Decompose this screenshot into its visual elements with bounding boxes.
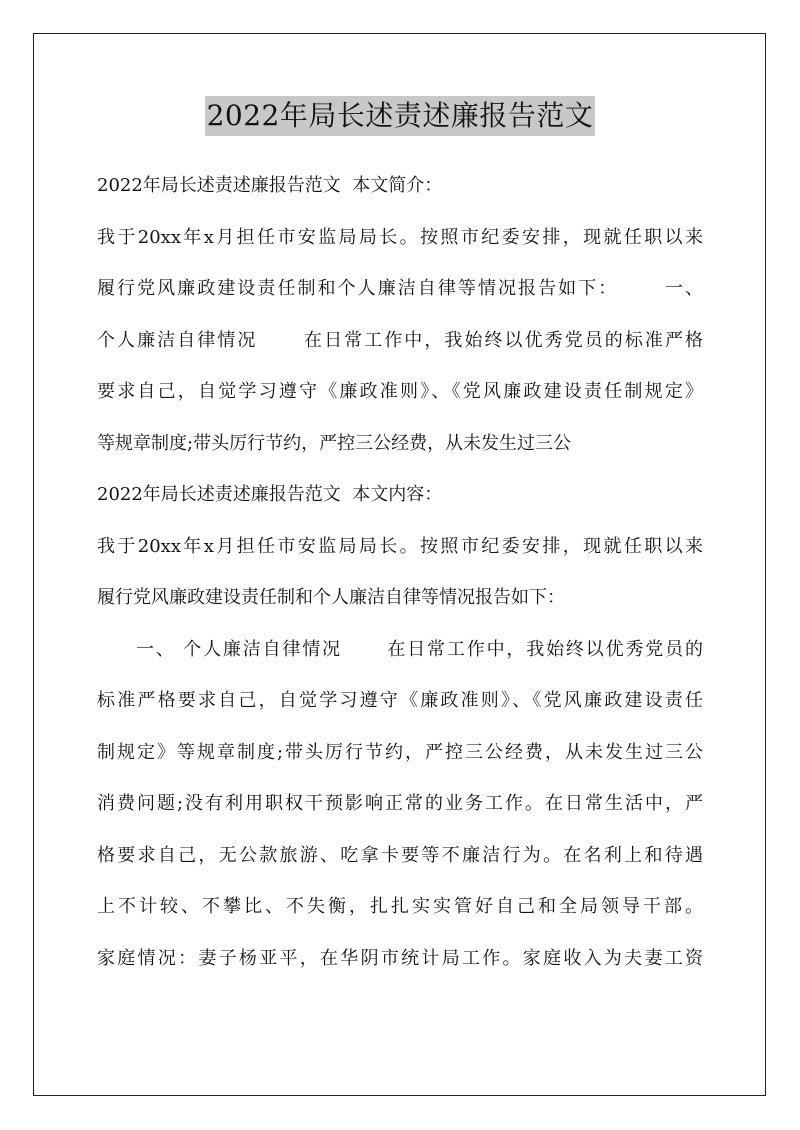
document-body	[97, 166, 703, 990]
paragraph-line: 标准严格要求自己，自觉学习遵守《廉政准则》、《党风廉政建设责任	[97, 690, 703, 711]
paragraph-line: 制规定》等规章制度;带头厉行节约，严控三公经费，从未发生过三公	[97, 741, 703, 763]
paragraph-line: 家庭情况：妻子杨亚平，在华阴市统计局工作。家庭收入为夫妻工资	[97, 947, 703, 969]
paragraph-line: 履行党风廉政建设责任制和个人廉洁自律等情况报告如下： 一、	[97, 278, 703, 299]
paragraph-line: 上不计较、不攀比、不失衡，扎扎实实管好自己和全局领导干部。	[97, 896, 703, 917]
paragraph-line: 履行党风廉政建设责任制和个人廉洁自律等情况报告如下：	[97, 587, 565, 608]
paragraph-line: 等规章制度;带头厉行节约，严控三公经费，从未发生过三公	[97, 432, 572, 454]
paragraph-line: 我于20xx年x月担任市安监局局长。按照市纪委安排，现就任职以来	[97, 535, 703, 557]
paragraph-line: 我于20xx年x月担任市安监局局长。按照市纪委安排，现就任职以来	[97, 226, 703, 248]
document-title: 2022年局长述责述廉报告范文	[205, 96, 596, 136]
content-heading: 2022年局长述责述廉报告范文 本文内容：	[97, 484, 443, 505]
title-container	[0, 96, 800, 136]
paragraph-line: 要求自己，自觉学习遵守《廉政准则》、《党风廉政建设责任制规定》	[97, 381, 703, 402]
paragraph-line: 消费问题;没有利用职权干预影响正常的业务工作。在日常生活中，严	[97, 793, 703, 814]
paragraph-line: 格要求自己，无公款旅游、吃拿卡要等不廉洁行为。在名利上和待遇	[97, 844, 703, 866]
summary-heading: 2022年局长述责述廉报告范文 本文简介：	[97, 175, 443, 196]
paragraph-line: 个人廉洁自律情况 在日常工作中，我始终以优秀党员的标准严格	[97, 329, 703, 351]
section-heading-line: 一、 个人廉洁自律情况 在日常工作中，我始终以优秀党员的	[136, 638, 703, 660]
